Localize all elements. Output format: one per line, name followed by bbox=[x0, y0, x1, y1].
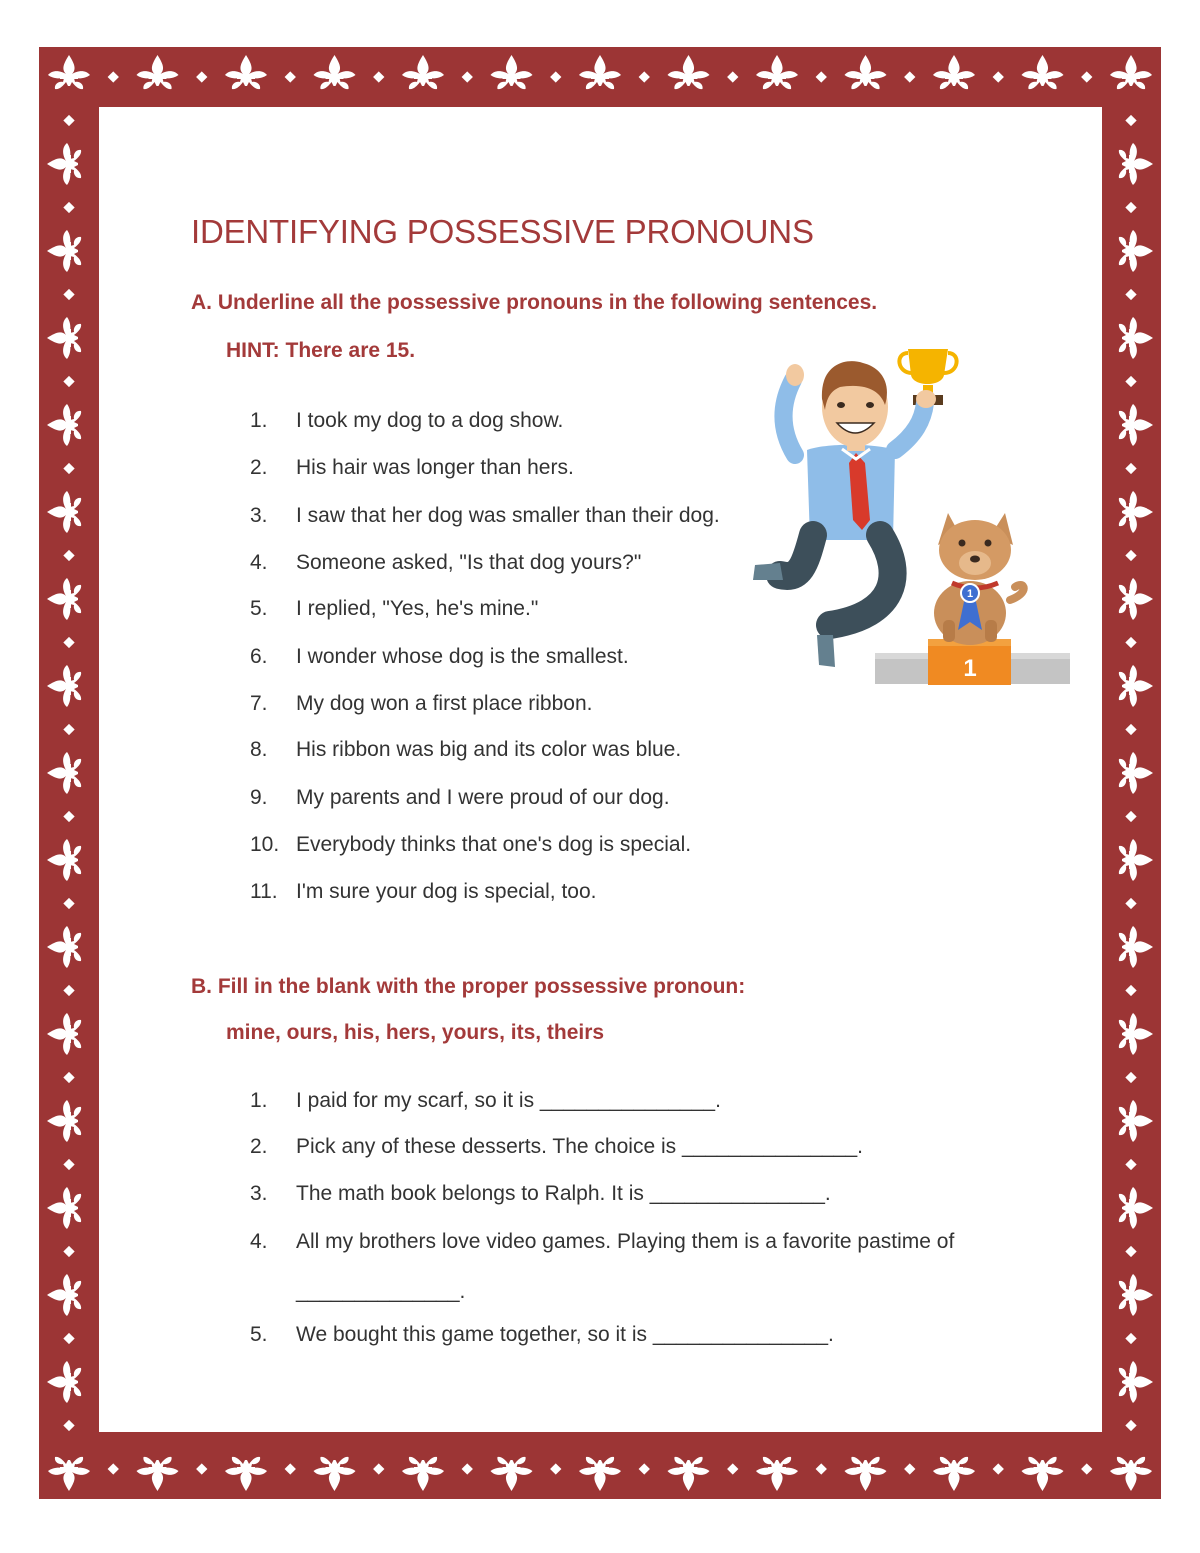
section-b-item bbox=[250, 1135, 863, 1159]
section-a-item bbox=[250, 456, 574, 480]
item-number: 10. bbox=[250, 833, 280, 856]
item-text: Everybody thinks that one's dog is special. bbox=[296, 833, 692, 856]
item-text: I saw that her dog was smaller than their dog. bbox=[296, 504, 720, 527]
man bbox=[753, 349, 957, 667]
section-b-item bbox=[250, 1089, 721, 1113]
section-b-item bbox=[250, 1323, 834, 1347]
item-text: I paid for my scarf, so it is _______________. bbox=[296, 1089, 721, 1112]
section-b-heading: B. Fill in the blank with the proper possessive pronoun: bbox=[191, 975, 746, 998]
item-text: My dog won a first place ribbon. bbox=[296, 692, 593, 715]
item-number: 11. bbox=[250, 880, 278, 903]
section-a-item bbox=[250, 504, 720, 528]
section-a-hint: HINT: There are 15. bbox=[226, 339, 416, 362]
page-title: IDENTIFYING POSSESSIVE PRONOUNS bbox=[191, 213, 814, 250]
item-text: His hair was longer than hers. bbox=[296, 456, 574, 479]
man-and-dog-winner-illustration bbox=[745, 335, 1075, 690]
section-a-item bbox=[250, 551, 641, 575]
item-number: 4. bbox=[250, 1230, 268, 1253]
section-a-heading: A. Underline all the possessive pronouns in the following sentences. bbox=[191, 291, 878, 314]
item-number: 7. bbox=[250, 692, 268, 715]
section-a-item bbox=[250, 738, 681, 762]
item-text: Someone asked, "Is that dog yours?" bbox=[296, 551, 642, 574]
section-a-item bbox=[250, 692, 592, 716]
section-a-item bbox=[250, 880, 596, 904]
section-b-item bbox=[250, 1230, 954, 1254]
item-text: We bought this game together, so it is _______________. bbox=[296, 1323, 834, 1346]
item-number: 9. bbox=[250, 786, 268, 809]
item-text: I took my dog to a dog show. bbox=[296, 409, 564, 432]
item-number: 3. bbox=[250, 504, 268, 527]
trophy bbox=[908, 349, 948, 384]
item-number: 4. bbox=[250, 551, 268, 574]
section-a-item bbox=[250, 786, 670, 810]
section-b-word-bank: mine, ours, his, hers, yours, its, theirs bbox=[226, 1021, 605, 1044]
item-number: 1. bbox=[250, 409, 268, 432]
section-b-item bbox=[250, 1182, 831, 1206]
item-number: 5. bbox=[250, 597, 268, 620]
item-number: 5. bbox=[250, 1323, 268, 1346]
item-number: 3. bbox=[250, 1182, 268, 1205]
item-text: I replied, "Yes, he's mine." bbox=[296, 597, 539, 620]
item-number: 6. bbox=[250, 645, 268, 668]
dog bbox=[934, 513, 1024, 645]
medal-number: 1 bbox=[966, 588, 974, 600]
section-a-item bbox=[250, 833, 691, 857]
item-text: The math book belongs to Ralph. It is _______________. bbox=[296, 1182, 831, 1205]
section-a-item bbox=[250, 409, 563, 433]
section-b-item bbox=[296, 1280, 465, 1304]
item-number: 2. bbox=[250, 1135, 268, 1158]
item-number: 1. bbox=[250, 1089, 268, 1112]
item-text: All my brothers love video games. Playing them is a favorite pastime of bbox=[296, 1230, 955, 1253]
item-text: My parents and I were proud of our dog. bbox=[296, 786, 670, 809]
item-text: Pick any of these desserts. The choice is _______________. bbox=[296, 1135, 863, 1158]
section-a-item bbox=[250, 597, 538, 621]
section-a-item bbox=[250, 645, 629, 669]
item-number: 8. bbox=[250, 738, 268, 761]
item-text: ______________. bbox=[296, 1280, 466, 1303]
item-text: I'm sure your dog is special, too. bbox=[296, 880, 597, 903]
podium-number: 1 bbox=[963, 655, 977, 682]
item-number: 2. bbox=[250, 456, 268, 479]
item-text: His ribbon was big and its color was blue. bbox=[296, 738, 682, 761]
item-text: I wonder whose dog is the smallest. bbox=[296, 645, 629, 668]
